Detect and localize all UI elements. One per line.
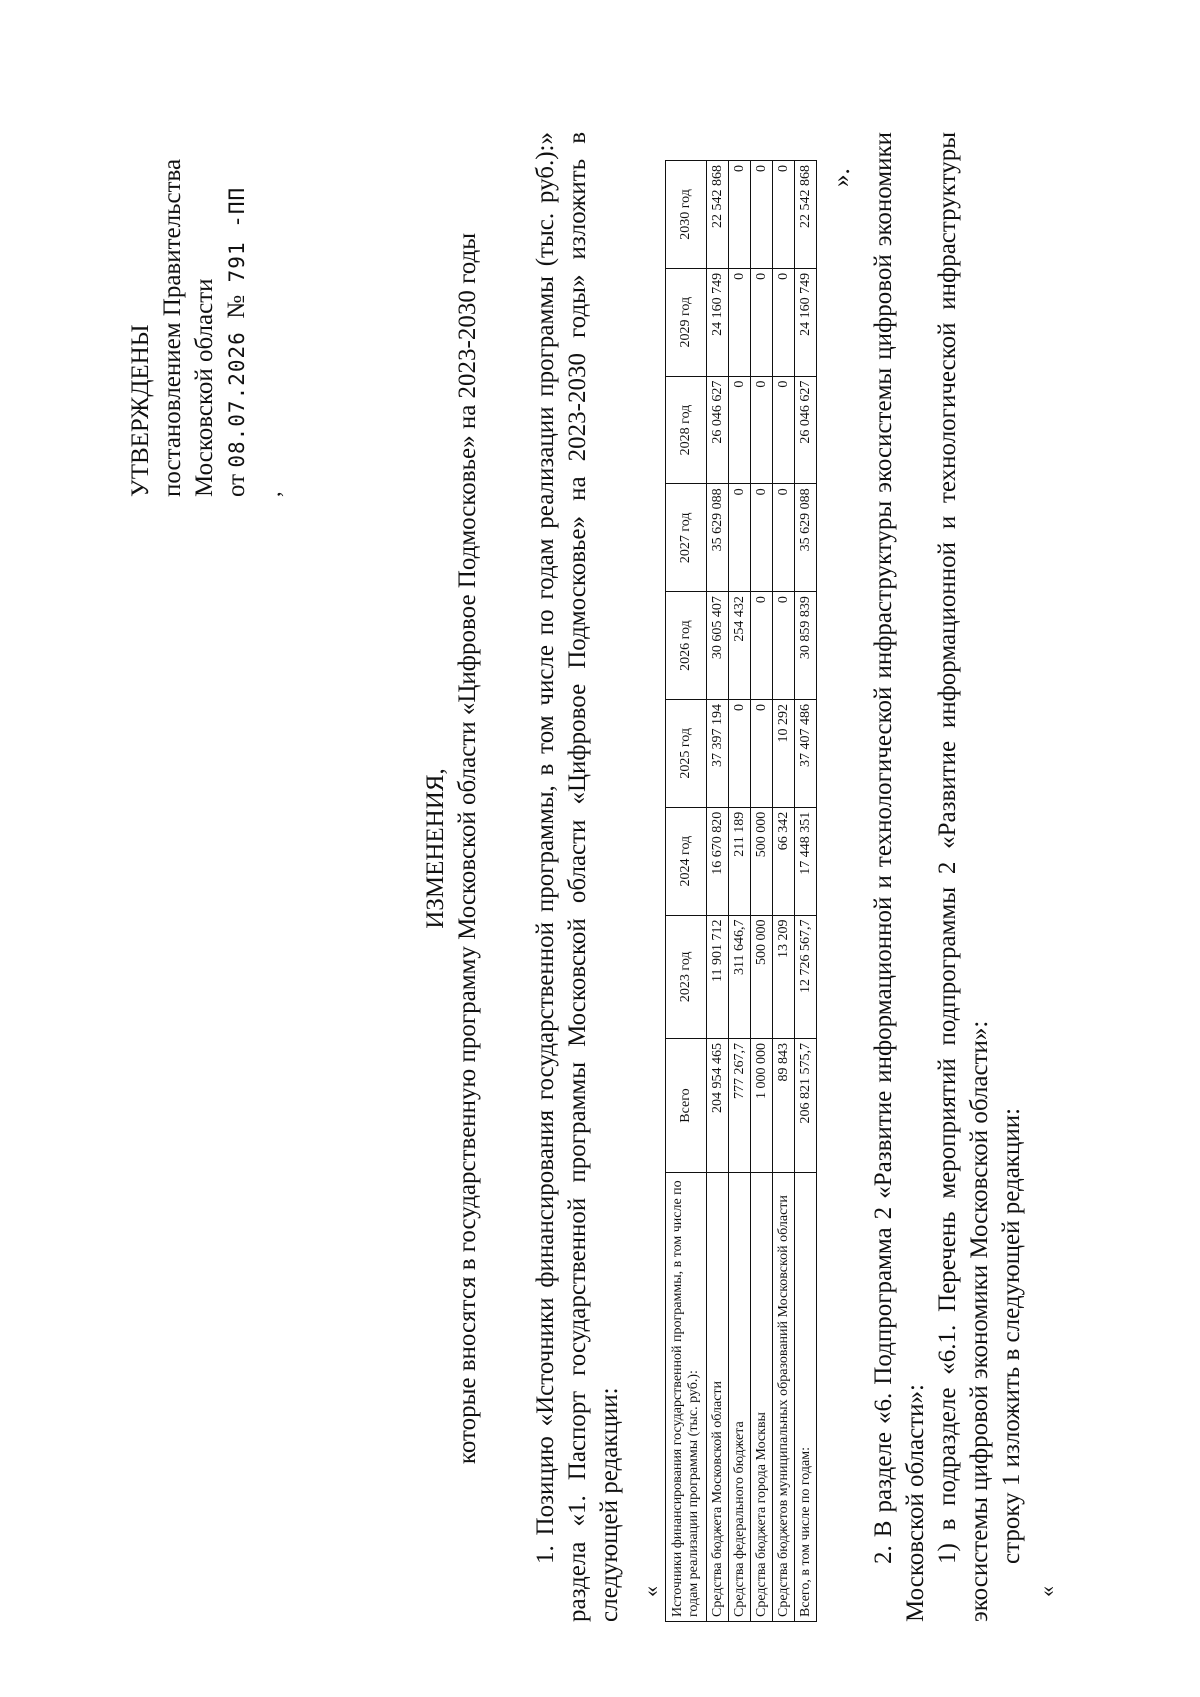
table-cell: 30 859 839 <box>795 592 817 700</box>
table-cell: Средства федерального бюджета <box>729 1173 751 1622</box>
table-cell: 0 <box>751 161 773 269</box>
table-header-cell: 2026 год <box>666 592 707 700</box>
table-header-cell: 2023 год <box>666 915 707 1039</box>
table-total-row <box>795 161 817 1622</box>
item-2-paragraph: 2. В разделе «6. Подпрограмма 2 «Развитие информационной и технологической инфраструктуры экосистемы цифровой экономики Московской области»: <box>870 132 929 1622</box>
table-cell: 35 629 088 <box>795 484 817 592</box>
table-cell: 11 901 712 <box>707 915 729 1039</box>
approval-line-3: Московской области <box>191 278 218 497</box>
table-row <box>729 161 751 1622</box>
table-cell: 0 <box>729 699 751 807</box>
table-cell: 13 209 <box>773 915 795 1039</box>
table-row <box>751 161 773 1622</box>
table-cell: 37 397 194 <box>707 699 729 807</box>
table-header-cell: Источники финансирования государственной программы, в том числе по годам реализации программы (тыс. руб.): <box>666 1173 707 1622</box>
table-header-cell: 2028 год <box>666 376 707 484</box>
table-cell: 66 342 <box>773 807 795 915</box>
table-cell: 0 <box>751 268 773 376</box>
table-cell: Средства бюджетов муниципальных образований Московской области <box>773 1173 795 1622</box>
item-2-1-instruction: строку 1 изложить в следующей редакции: <box>998 1107 1025 1564</box>
date-prefix: от <box>223 473 250 497</box>
table-header-cell: Всего <box>666 1039 707 1173</box>
table-cell: 0 <box>751 484 773 592</box>
approval-stamp <box>125 158 285 497</box>
document-title: ИЗМЕНЕНИЯ, <box>422 768 449 929</box>
table-cell: 0 <box>751 592 773 700</box>
table-cell: 30 605 407 <box>707 592 729 700</box>
table-header-cell: 2025 год <box>666 699 707 807</box>
approval-date: 08.07.2026 <box>225 331 249 468</box>
stamp-mark: , <box>260 491 285 497</box>
table-cell: Средства бюджета города Москвы <box>751 1173 773 1622</box>
table-cell: 254 432 <box>729 592 751 700</box>
table-cell: 22 542 868 <box>707 161 729 269</box>
table-cell: 17 448 351 <box>795 807 817 915</box>
table-header-row <box>666 161 707 1622</box>
item-1-paragraph: 1. Позицию «Источники финансирования государственной программы, в том числе по годам реализации программы (тыс. руб.):» раздела «1. Паспорт государственной программы Московской области «Цифровое Подмосковье» на 2023-2030 годы» изложить в следующей редакции: <box>532 132 623 1622</box>
approval-date-line <box>221 159 253 497</box>
table-row <box>707 161 729 1622</box>
opening-quote: « <box>638 1586 663 1597</box>
opening-quote-2: « <box>1034 1586 1059 1597</box>
document-heading <box>420 0 484 1697</box>
table-cell: 0 <box>773 376 795 484</box>
table-cell: 22 542 868 <box>795 161 817 269</box>
table-cell: 24 160 749 <box>707 268 729 376</box>
number-sign: № <box>223 294 250 319</box>
table-cell: 16 670 820 <box>707 807 729 915</box>
table-cell: 0 <box>729 484 751 592</box>
item-2-1-paragraph: 1) в подразделе «6.1. Перечень мероприятий подпрограммы 2 «Развитие информационной и технологической инфраструктуры экосистемы цифровой экономики Московской области»: <box>934 132 993 1622</box>
closing-quote: ». <box>828 168 855 187</box>
table-cell: 500 000 <box>751 807 773 915</box>
document-subtitle: которые вносятся в государственную программу Московской области «Цифровое Подмосковье» на 2023-2030 годы <box>454 232 481 1465</box>
table-cell: 37 407 486 <box>795 699 817 807</box>
table-cell: 0 <box>773 161 795 269</box>
approval-line-2: постановлением Правительства <box>159 158 186 497</box>
table-cell: 500 000 <box>751 915 773 1039</box>
table-cell: 777 267,7 <box>729 1039 751 1173</box>
table-cell: 311 646,7 <box>729 915 751 1039</box>
table-cell: 0 <box>729 161 751 269</box>
table-cell: 0 <box>729 268 751 376</box>
table-row <box>773 161 795 1622</box>
approval-title: УТВЕРЖДЕНЫ <box>127 324 154 497</box>
financing-table <box>665 160 817 1622</box>
table-cell: 204 954 465 <box>707 1039 729 1173</box>
table-cell: Средства бюджета Московской области <box>707 1173 729 1622</box>
approval-number: 791 -ПП <box>225 186 249 283</box>
table-header-cell: 2024 год <box>666 807 707 915</box>
table-cell: Всего, в том числе по годам: <box>795 1173 817 1622</box>
table-cell: 35 629 088 <box>707 484 729 592</box>
table-header-cell: 2029 год <box>666 268 707 376</box>
table-cell: 26 046 627 <box>795 376 817 484</box>
table-cell: 0 <box>729 376 751 484</box>
table-cell: 0 <box>773 268 795 376</box>
table-cell: 206 821 575,7 <box>795 1039 817 1173</box>
table-header-cell: 2030 год <box>666 161 707 269</box>
table-cell: 24 160 749 <box>795 268 817 376</box>
table-cell: 0 <box>751 699 773 807</box>
table-cell: 211 189 <box>729 807 751 915</box>
table-cell: 1 000 000 <box>751 1039 773 1173</box>
table-cell: 0 <box>773 484 795 592</box>
table-cell: 10 292 <box>773 699 795 807</box>
table-cell: 0 <box>751 376 773 484</box>
table-cell: 12 726 567,7 <box>795 915 817 1039</box>
table-cell: 89 843 <box>773 1039 795 1173</box>
table-cell: 26 046 627 <box>707 376 729 484</box>
table-header-cell: 2027 год <box>666 484 707 592</box>
table-cell: 0 <box>773 592 795 700</box>
